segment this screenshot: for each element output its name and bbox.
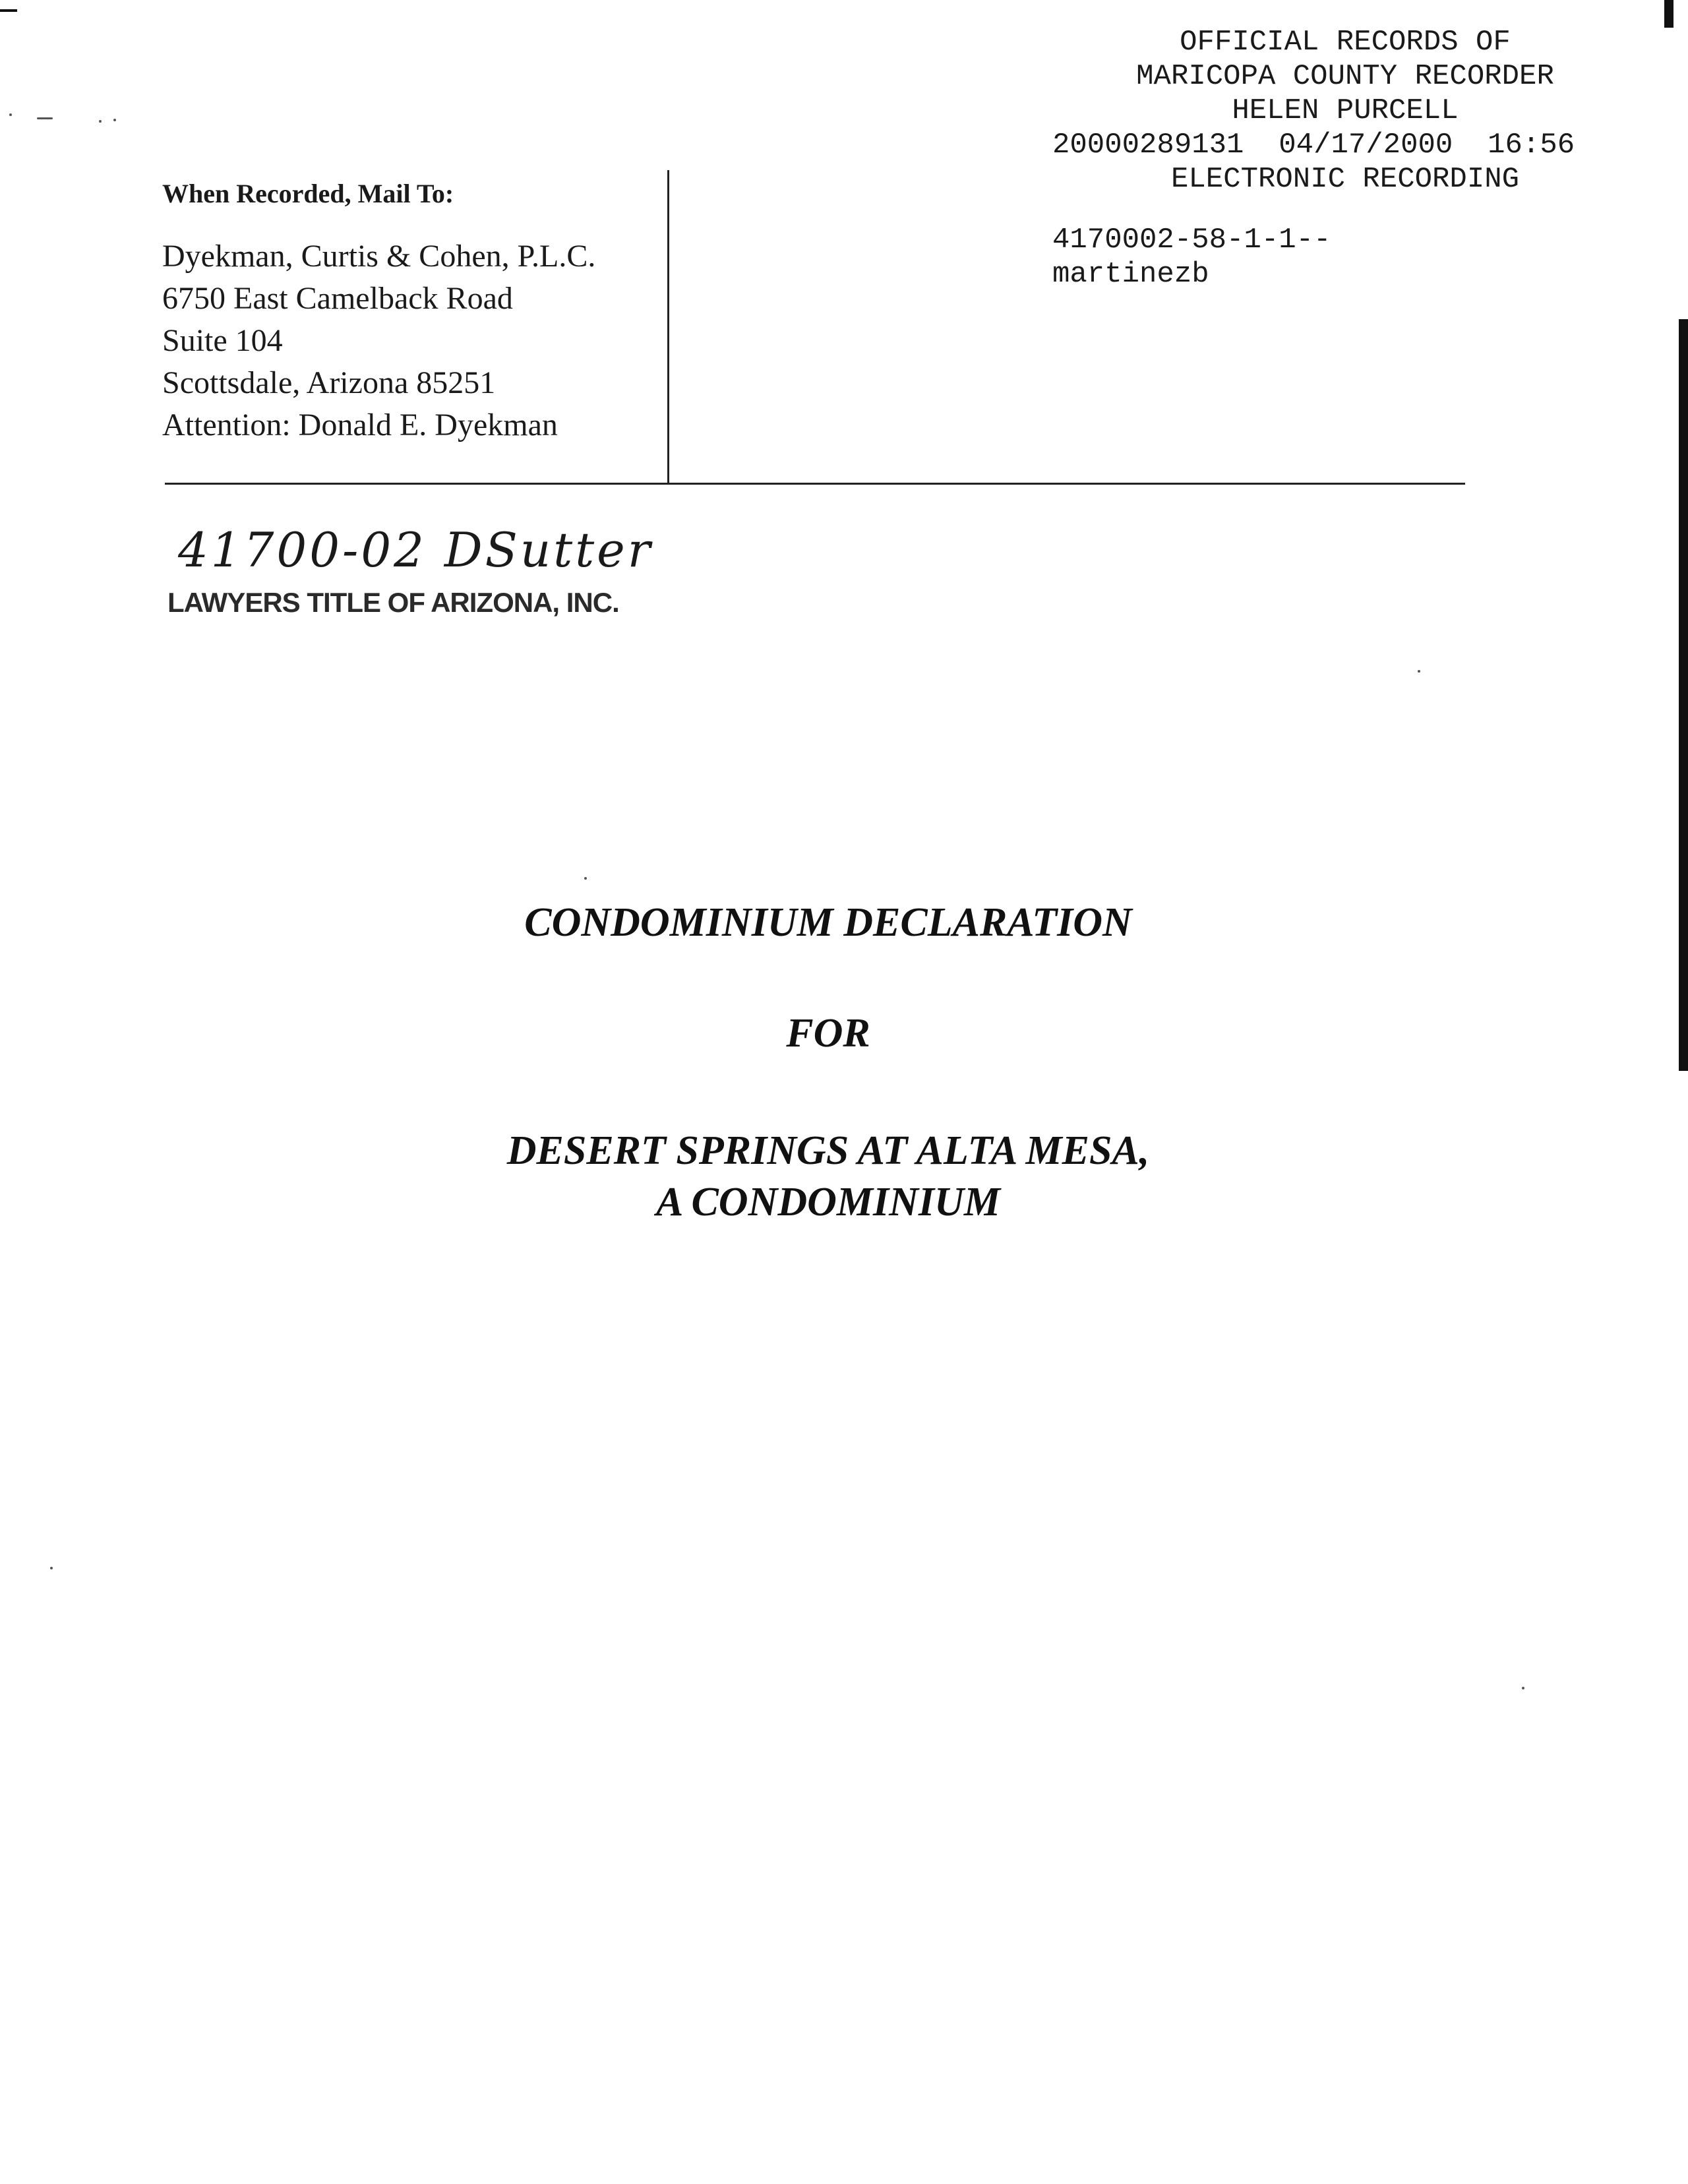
address-line: Dyekman, Curtis & Cohen, P.L.C. bbox=[162, 239, 596, 274]
title-company-stamp: LAWYERS TITLE OF ARIZONA, INC. bbox=[167, 587, 619, 618]
title-line: FOR bbox=[786, 1011, 870, 1056]
stamp-reference-number: 4170002-58-1-1-- bbox=[1052, 224, 1331, 257]
scan-mark-top-left bbox=[0, 9, 17, 12]
scan-speck bbox=[37, 117, 53, 119]
stamp-line: MARICOPA COUNTY RECORDER bbox=[1136, 60, 1554, 93]
mail-to-heading: When Recorded, Mail To: bbox=[162, 179, 454, 208]
scan-mark-top-right bbox=[1664, 0, 1673, 28]
scan-mark-right-edge bbox=[1679, 319, 1688, 1071]
stamp-clerk-id: martinezb bbox=[1052, 258, 1209, 291]
scan-speck bbox=[99, 120, 102, 123]
title-line: DESERT SPRINGS AT ALTA MESA, bbox=[506, 1128, 1150, 1173]
scan-speck bbox=[9, 113, 12, 116]
scan-speck bbox=[50, 1567, 53, 1569]
vertical-divider bbox=[667, 170, 669, 484]
address-line: Attention: Donald E. Dyekman bbox=[162, 408, 558, 442]
scan-speck bbox=[1418, 670, 1420, 673]
horizontal-divider bbox=[165, 483, 1465, 485]
scan-speck bbox=[584, 877, 587, 880]
address-line: 6750 East Camelback Road bbox=[162, 281, 513, 316]
stamp-line: ELECTRONIC RECORDING bbox=[1170, 163, 1520, 196]
address-line: Suite 104 bbox=[162, 323, 283, 358]
title-line: CONDOMINIUM DECLARATION bbox=[524, 900, 1132, 945]
title-line: A CONDOMINIUM bbox=[656, 1180, 1000, 1225]
stamp-line: OFFICIAL RECORDS OF bbox=[1180, 26, 1511, 59]
scan-speck bbox=[1522, 1687, 1524, 1689]
address-line: Scottsdale, Arizona 85251 bbox=[162, 365, 496, 400]
stamp-record-number-date-time: 20000289131 04/17/2000 16:56 bbox=[1052, 129, 1575, 162]
stamp-line: HELEN PURCELL bbox=[1232, 94, 1459, 127]
document-title bbox=[0, 897, 1656, 1228]
scan-speck bbox=[113, 119, 116, 121]
mail-to-block bbox=[162, 178, 663, 446]
recorder-stamp bbox=[1029, 25, 1662, 291]
handwritten-file-note: 41700-02 DSutter bbox=[178, 522, 653, 578]
